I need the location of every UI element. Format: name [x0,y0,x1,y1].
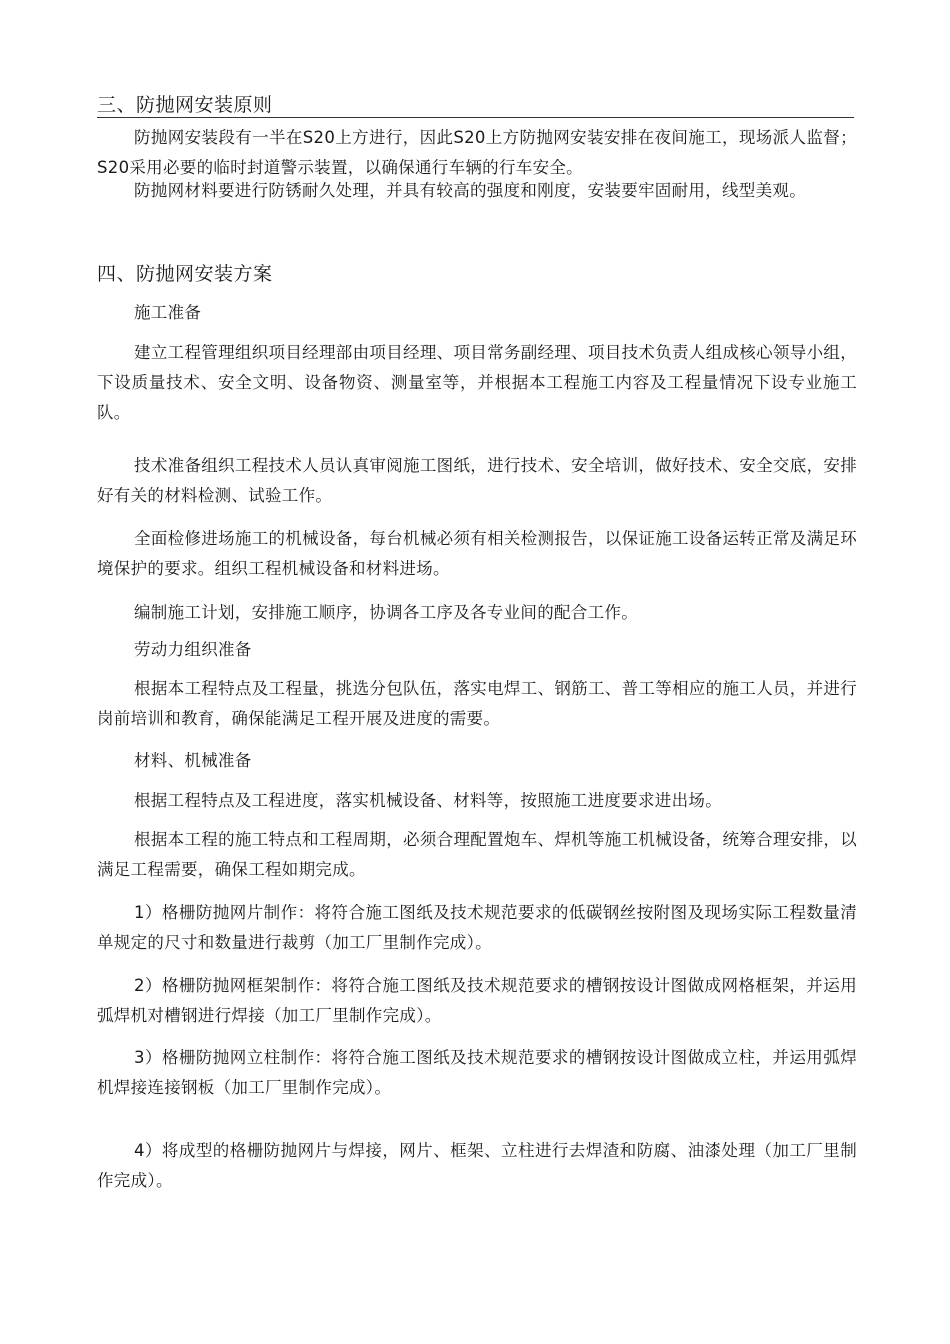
step-4: 4）将成型的格栅防抛网片与焊接，网片、框架、立柱进行去焊渣和防腐、油漆处理（加工厂里制作完成）。 [97,1141,857,1190]
step-2: 2）格栅防抛网框架制作：将符合施工图纸及技术规范要求的槽钢按设计图做成网格框架，并运用弧焊机对槽钢进行焊接（加工厂里制作完成）。 [97,976,857,1025]
section-3-paragraph-1: 防抛网安装段有一半在S20上方进行，因此S20上方防抛网安装安排在夜间施工，现场派人监督；S20采用必要的临时封道警示装置，以确保通行车辆的行车安全。 [97,128,857,177]
material-prep-title: 材料、机械准备 [134,751,252,770]
section-4-heading: 四、防抛网安装方案 [97,263,273,285]
labor-prep-title: 劳动力组织准备 [134,640,252,659]
step-1: 1）格栅防抛网片制作：将符合施工图纸及技术规范要求的低碳钢丝按附图及现场实际工程数量清单规定的尺寸和数量进行裁剪（加工厂里制作完成）。 [97,903,857,952]
prep-paragraph-3: 全面检修进场施工的机械设备，每台机械必须有相关检测报告，以保证施工设备运转正常及满足环境保护的要求。组织工程机械设备和材料进场。 [97,529,857,578]
heading-underline [97,117,854,118]
labor-paragraph: 根据本工程特点及工程量，挑选分包队伍，落实电焊工、钢筋工、普工等相应的施工人员，并进行岗前培训和教育，确保能满足工程开展及进度的需要。 [97,679,857,728]
section-3-heading: 三、防抛网安装原则 [97,94,273,116]
section-3-paragraph-2: 防抛网材料要进行防锈耐久处理，并具有较高的强度和刚度，安装要牢固耐用，线型美观。 [134,181,806,200]
prep-paragraph-4: 编制施工计划，安排施工顺序，协调各工序及各专业间的配合工作。 [134,603,638,622]
prep-paragraph-2: 技术准备组织工程技术人员认真审阅施工图纸，进行技术、安全培训，做好技术、安全交底，安排好有关的材料检测、试验工作。 [97,456,857,505]
construction-prep-title: 施工准备 [134,303,202,322]
prep-paragraph-1: 建立工程管理组织项目经理部由项目经理、项目常务副经理、项目技术负责人组成核心领导小组，下设质量技术、安全文明、设备物资、测量室等，并根据本工程施工内容及工程量情况下设专业施工队。 [97,343,857,422]
material-paragraph-1: 根据工程特点及工程进度，落实机械设备、材料等，按照施工进度要求进出场。 [134,791,722,810]
step-3: 3）格栅防抛网立柱制作：将符合施工图纸及技术规范要求的槽钢按设计图做成立柱，并运用弧焊机焊接连接钢板（加工厂里制作完成）。 [97,1048,857,1097]
material-paragraph-2: 根据本工程的施工特点和工程周期，必须合理配置炮车、焊机等施工机械设备，统筹合理安排，以满足工程需要，确保工程如期完成。 [97,830,857,879]
